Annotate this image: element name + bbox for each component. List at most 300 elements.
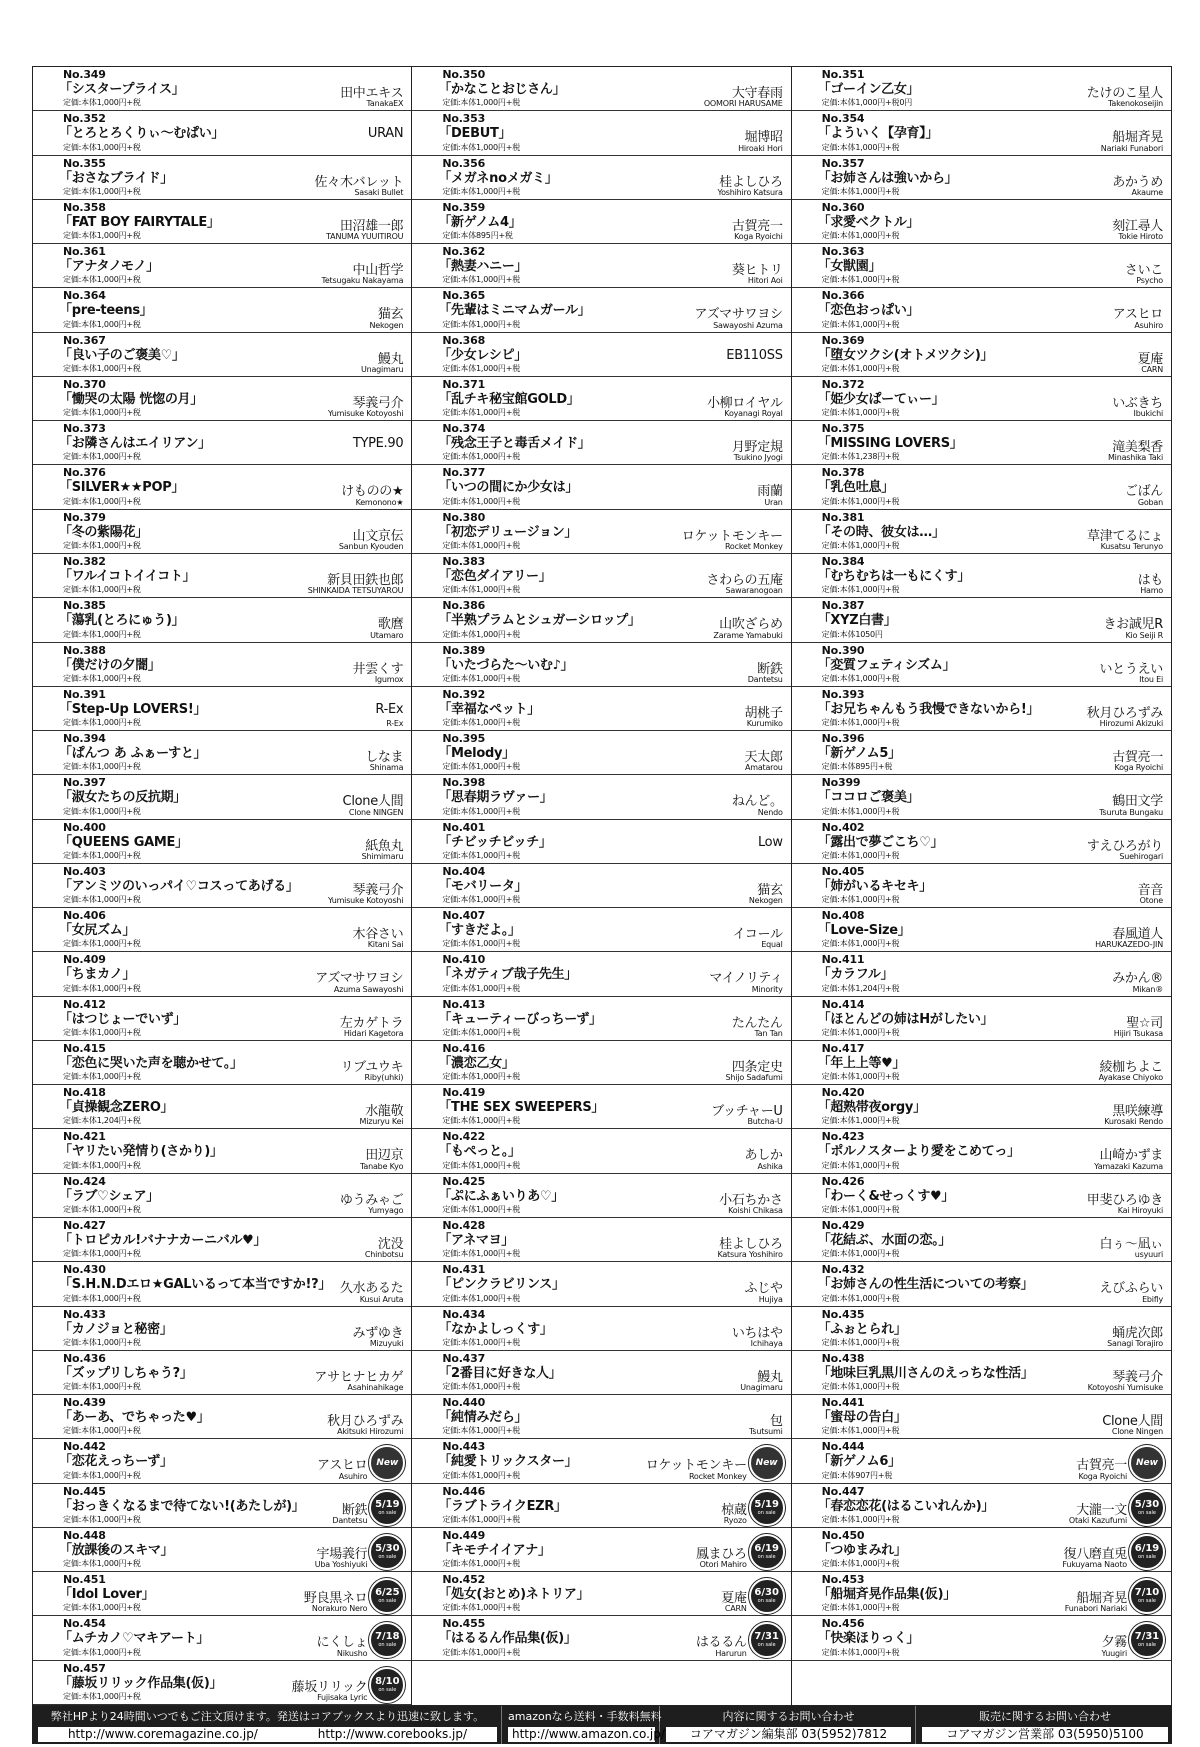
entry-title: 「おっきくなるまで待てない!(あたしが)」	[59, 1498, 305, 1514]
entry-author-romaji: Fujisaka Lyric	[317, 1693, 368, 1702]
entry-author-romaji: Kai Hiroyuki	[1117, 1206, 1163, 1216]
entry-number: No.402	[821, 820, 865, 834]
entry-price: 定価:本体1,000円+税	[63, 142, 141, 152]
entry-author: 山吹ざらめ	[719, 617, 783, 633]
entry-author: 綾枷ちよこ	[1099, 1059, 1163, 1075]
entry-author: EB110SS	[726, 347, 783, 363]
catalog-entry	[412, 1572, 790, 1616]
entry-author-romaji: Hirozumi Akizuki	[1099, 719, 1163, 729]
entry-price: 定価:本体1,000円+税	[63, 275, 141, 285]
entry-author: 宇場義行	[316, 1546, 368, 1562]
entry-author-romaji: Itou Ei	[1139, 674, 1163, 684]
entry-price: 定価:本体1,000円+税	[442, 496, 521, 506]
entry-title: 「冬の紫陽花」	[59, 524, 148, 540]
entry-author: 鶴田文学	[1112, 794, 1163, 810]
entry-price: 定価:本体1,000円+税	[821, 1249, 900, 1259]
entry-author: マイノリティ	[709, 971, 783, 987]
entry-author: 秋月ひろずみ	[1086, 705, 1163, 721]
entry-number: No.357	[821, 156, 865, 170]
catalog-entry	[412, 1528, 790, 1572]
entry-author: 黒咲練導	[1112, 1104, 1163, 1120]
entry-author-romaji: Minority	[751, 984, 783, 994]
catalog-entry	[33, 244, 411, 288]
entry-price: 定価:本体1,204円+税	[821, 983, 900, 993]
entry-number: No.455	[442, 1617, 486, 1631]
badge-on-sale: on sale	[378, 1509, 397, 1516]
release-date-badge	[1129, 1622, 1165, 1658]
entry-price: 定価:本体1,000円+税	[63, 186, 141, 196]
entry-author-romaji: Dantetsu	[332, 1515, 368, 1525]
entry-author: 田辺京	[365, 1148, 404, 1164]
entry-title: 「初恋デリュージョン」	[438, 524, 578, 540]
entry-number: No.396	[821, 732, 865, 746]
catalog-entry	[412, 200, 790, 244]
entry-title: 「熱妻ハニー」	[438, 259, 528, 275]
entry-number: No.437	[442, 1351, 486, 1365]
catalog-entry	[792, 1572, 1171, 1616]
entry-number: No.449	[442, 1528, 486, 1542]
entry-title: 「ネガティブ哉子先生」	[438, 967, 577, 983]
entry-price: 定価:本体1,000円+税	[821, 1205, 900, 1215]
entry-price: 定価:本体1,000円+税	[821, 540, 900, 550]
entry-number: No.354	[821, 112, 865, 126]
entry-price: 定価:本体1,000円+税	[63, 98, 141, 108]
entry-author: 左カゲトラ	[339, 1015, 404, 1031]
entry-title: 「その時、彼女は…」	[817, 524, 945, 540]
catalog-entry	[792, 1041, 1171, 1085]
entry-author: ロケットモンキー	[645, 1458, 747, 1474]
entry-price: 定価:本体1,000円+税	[821, 850, 900, 860]
entry-price: 定価:本体1,000円+税	[821, 895, 900, 905]
entry-number: No.410	[442, 953, 486, 967]
entry-author: 葵ヒトリ	[731, 263, 783, 279]
catalog-entry	[792, 598, 1171, 642]
entry-number: No.393	[821, 687, 865, 701]
entry-author-romaji: Rocket Monkey	[724, 541, 783, 551]
entry-author-romaji: Yumyago	[368, 1206, 404, 1216]
entry-author: 藤坂リリック	[291, 1679, 368, 1695]
entry-number: No.406	[63, 909, 106, 923]
entry-price: 定価:本体1,000円+税	[821, 673, 900, 683]
entry-author-romaji: Hiroaki Hori	[738, 143, 783, 153]
entry-title: 「モバリータ」	[438, 878, 528, 894]
entry-title: 「花結ぶ、水面の恋。」	[817, 1233, 952, 1249]
entry-author: みかん®	[1112, 971, 1163, 987]
entry-author-romaji: Unagimaru	[740, 1383, 783, 1393]
entry-number: No.361	[63, 245, 106, 259]
entry-author-romaji: Katsura Yoshihiro	[717, 1250, 783, 1260]
badge-text: 5/19	[754, 1498, 779, 1510]
catalog-entry	[792, 775, 1171, 819]
entry-title: 「蕩乳(とろにゅう)」	[59, 613, 185, 629]
entry-author-romaji: Otone	[1139, 896, 1163, 906]
entry-price: 定価:本体1,000円+税	[63, 1293, 141, 1303]
catalog-entry	[792, 1395, 1171, 1439]
entry-author: 鳳まひろ	[695, 1546, 747, 1562]
link-corebooks[interactable]: http://www.corebooks.jp/	[317, 1727, 468, 1741]
entry-author: 甲斐ひろゆき	[1086, 1192, 1163, 1208]
entry-title: 「先輩はミニマムガール」	[438, 303, 591, 319]
entry-author: Clone人間	[1102, 1414, 1163, 1430]
entry-author: 聖☆司	[1126, 1015, 1163, 1031]
entry-author-romaji: Kemonono★	[355, 497, 404, 507]
entry-price: 定価:本体1,000円+税	[63, 1514, 141, 1524]
entry-author: 蛹虎次郎	[1112, 1325, 1163, 1341]
catalog-entry	[792, 1307, 1171, 1351]
entry-author-romaji: Sanbun Kyouden	[338, 541, 404, 551]
footer-bar	[32, 1706, 1172, 1744]
entry-title: 「ちまカノ」	[59, 967, 136, 983]
entry-author-romaji: TANUMA YUUITIROU	[326, 232, 404, 242]
entry-title: 「チビッチビッチ」	[438, 834, 552, 850]
entry-number: No.417	[821, 1041, 865, 1055]
release-date-badge	[749, 1622, 785, 1658]
entry-title: 「pre-teens」	[59, 303, 153, 319]
entry-number: No.450	[821, 1528, 865, 1542]
entry-number: No.360	[821, 200, 865, 214]
entry-price: 定価:本体1,000円+税	[821, 1160, 900, 1170]
catalog-entry	[792, 554, 1171, 598]
entry-author: えびふらい	[1099, 1281, 1163, 1297]
catalog-entry	[33, 643, 411, 687]
entry-title: 「シスタープライス」	[59, 82, 185, 97]
catalog-entry	[33, 731, 411, 775]
entry-title: 「おさなブライド」	[59, 170, 173, 186]
entry-title: 「幸福なペット」	[438, 701, 540, 717]
entry-author: 琴義弓介	[1112, 1369, 1163, 1385]
entry-number: No.368	[442, 333, 486, 347]
catalog-entry	[792, 1439, 1171, 1483]
entry-author: 田中エキス	[340, 86, 404, 101]
entry-author: さわらの五庵	[706, 572, 783, 588]
entry-number: No.350	[442, 68, 486, 81]
entry-number: No.380	[442, 510, 486, 524]
badge-text: 6/19	[1134, 1542, 1160, 1554]
entry-number: No.414	[821, 997, 865, 1011]
entry-price: 定価:本体1,000円+税	[63, 673, 141, 683]
entry-author-romaji: Azuma Sawayoshi	[333, 984, 404, 994]
entry-price: 定価:本体1,000円+税	[442, 275, 521, 285]
entry-title: 「Idol Lover」	[59, 1587, 155, 1603]
entry-number: No.349	[63, 68, 106, 81]
entry-author: ブッチャーU	[711, 1104, 783, 1120]
entry-title: 「Love-Size」	[817, 923, 911, 939]
entry-price: 定価:本体1,000円+税	[63, 452, 141, 462]
entry-title: 「THE SEX SWEEPERS」	[438, 1100, 605, 1116]
entry-number: No.409	[63, 953, 106, 967]
entry-author: TYPE.90	[352, 436, 404, 452]
entry-author: 古賀亮一	[1076, 1458, 1127, 1474]
entry-author: いちはや	[731, 1325, 783, 1341]
entry-title: 「2番目に好きな人」	[438, 1365, 562, 1381]
entry-author: アスヒロ	[317, 1458, 368, 1474]
entry-author-romaji: Kusatsu Terunyo	[1100, 541, 1163, 551]
entry-number: No.400	[63, 820, 106, 834]
contact-sales-label: 販売に関するお問い合わせ	[979, 1710, 1111, 1723]
entry-number: No.387	[821, 599, 865, 613]
entry-author-romaji: R-Ex	[386, 719, 404, 729]
entry-price: 定価:本体1,000円+税	[442, 1116, 521, 1126]
badge-text: 5/19	[375, 1498, 400, 1510]
entry-title: 「メガネnoメガミ」	[438, 170, 558, 186]
entry-price: 定価:本体1,000円+税	[442, 363, 521, 373]
catalog-entry	[33, 67, 411, 111]
new-badge	[749, 1445, 785, 1481]
entry-number: No.362	[442, 245, 486, 259]
entry-author-romaji: Hijiri Tsukasa	[1113, 1028, 1163, 1038]
entry-title: 「半熟プラムとシュガーシロップ」	[438, 613, 641, 629]
entry-author: アズマサワヨシ	[315, 971, 404, 987]
entry-author-romaji: Nendo	[757, 807, 783, 817]
entry-number: No.366	[821, 289, 865, 303]
entry-author: 復八磨直兎	[1063, 1546, 1127, 1562]
entry-author-romaji: Hitori Aoi	[747, 276, 783, 286]
footer-contact-content	[660, 1706, 916, 1744]
entry-title: 「XYZ白書」	[817, 613, 897, 629]
entry-number: No.411	[821, 953, 865, 967]
entry-price: 定価:本体1,000円+税	[442, 1603, 521, 1613]
catalog-entry	[792, 333, 1171, 377]
entry-author-romaji: Fukuyama Naoto	[1062, 1560, 1127, 1570]
entry-price: 定価:本体1,000円+税	[442, 1559, 521, 1569]
entry-price: 定価:本体1,000円+税	[63, 1559, 141, 1569]
entry-author: 滝美梨香	[1112, 440, 1163, 456]
entry-author-romaji: Otori Mahiro	[699, 1560, 747, 1570]
catalog-entry	[792, 465, 1171, 509]
entry-price: 定価:本体1,000円+税	[821, 1382, 900, 1392]
catalog-entry	[412, 333, 790, 377]
catalog-entry	[792, 908, 1171, 952]
entry-title: 「年上上等♥」	[817, 1055, 906, 1071]
release-date-badge	[369, 1490, 405, 1526]
entry-title: 「ポルノスターより愛をこめてっ」	[817, 1144, 1020, 1160]
contact-content-box	[666, 1727, 911, 1742]
entry-number: No.412	[63, 997, 106, 1011]
badge-text: 8/10	[375, 1675, 400, 1687]
entry-price: 定価:本体1,000円+税	[442, 585, 521, 595]
entry-author: 井雲くす	[352, 661, 404, 677]
entry-price: 定価:本体1,000円+税	[821, 1426, 900, 1436]
entry-price: 定価:本体895円+税	[442, 231, 513, 241]
entry-title: 「貞操観念ZERO」	[59, 1100, 174, 1116]
entry-number: No.439	[63, 1396, 106, 1410]
entry-price: 定価:本体1,000円+税	[442, 983, 521, 993]
amazon-note: amazonなら送料・手数料無料	[508, 1710, 662, 1723]
entry-price: 定価:本体1,000円+税	[442, 98, 521, 108]
catalog-entry	[792, 244, 1171, 288]
entry-author: ふじや	[744, 1281, 783, 1297]
entry-number: No.383	[442, 554, 486, 568]
entry-author: Clone人間	[342, 794, 404, 810]
entry-author-romaji: Akaume	[1131, 187, 1163, 197]
catalog-sheet	[32, 66, 1172, 1706]
entry-title: 「乱チキ秘宝館GOLD」	[438, 391, 580, 407]
catalog-entry	[412, 864, 790, 908]
catalog-entry	[792, 421, 1171, 465]
entry-price: 定価:本体1,000円+税	[63, 363, 141, 373]
entry-title: 「いたづらた～いむ♪」	[438, 657, 574, 673]
entry-author-romaji: Ayakase Chiyoko	[1098, 1073, 1163, 1083]
entry-price: 定価:本体1,204円+税	[63, 1116, 141, 1126]
entry-author: あしか	[744, 1148, 783, 1164]
catalog-entry	[792, 1484, 1171, 1528]
catalog-entry	[412, 1174, 790, 1218]
catalog-entry	[33, 598, 411, 642]
entry-author: いとうえい	[1099, 661, 1163, 677]
entry-title: 「ラブ♡シェア」	[59, 1188, 159, 1204]
entry-author: 船堀斉晃	[1112, 130, 1163, 146]
entry-author-romaji: Norakuro Nero	[311, 1604, 368, 1614]
entry-author: 音音	[1137, 882, 1163, 898]
entry-price: 定価:本体1,000円+税	[63, 540, 141, 550]
entry-price: 定価:本体1,000円+税	[442, 1470, 521, 1480]
catalog-entry	[33, 952, 411, 996]
catalog-entry	[33, 333, 411, 377]
catalog-entry	[792, 952, 1171, 996]
catalog-entry	[792, 1174, 1171, 1218]
link-amazon[interactable]: http://www.amazon.co.jp/	[512, 1727, 665, 1741]
entry-author: しなま	[365, 750, 404, 766]
entry-number: No.367	[63, 333, 106, 347]
badge-text: 5/30	[1134, 1498, 1160, 1510]
entry-title: 「処女(おとめ)ネトリア」	[438, 1587, 590, 1603]
entry-price: 定価:本体1,000円+税	[821, 1337, 900, 1347]
footer-contact-sales	[916, 1706, 1172, 1744]
catalog-entry	[412, 820, 790, 864]
entry-author: 桂よしひろ	[719, 1237, 783, 1253]
entry-author: はるるん	[695, 1635, 747, 1651]
entry-author-romaji: Igumox	[374, 674, 404, 684]
entry-author-romaji: Koga Ryoichi	[1078, 1471, 1127, 1481]
entry-number: No.433	[63, 1307, 106, 1321]
footer-order	[32, 1706, 502, 1744]
entry-price: 定価:本体1,000円+税	[63, 1160, 141, 1170]
catalog-entry	[33, 421, 411, 465]
entry-title: 「少女レシピ」	[438, 347, 527, 363]
catalog-entry	[33, 820, 411, 864]
entry-price: 定価:本体1,000円+税	[63, 629, 141, 639]
entry-author: 草津てるにょ	[1087, 528, 1163, 544]
entry-price: 定価:本体1,000円+税	[821, 408, 900, 418]
entry-number: No.447	[821, 1484, 865, 1498]
badge-on-sale: on sale	[757, 1509, 776, 1516]
badge-text: 6/19	[754, 1542, 779, 1554]
entry-author: はも	[1137, 572, 1163, 588]
entry-title: 「濃恋乙女」	[438, 1055, 515, 1071]
entry-title: 「恋色ダイアリー」	[438, 568, 552, 584]
entry-title: 「アンミツのいっパイ♡コスってあげる」	[59, 878, 299, 894]
catalog-entry	[792, 67, 1171, 111]
entry-price: 定価:本体1,000円+税	[821, 585, 900, 595]
link-coremagazine[interactable]: http://www.coremagazine.co.jp/	[67, 1727, 258, 1741]
entry-price: 定価:本体1,000円+税	[442, 408, 521, 418]
entry-number: No.408	[821, 909, 865, 923]
entry-title: 「淑女たちの反抗期」	[59, 790, 187, 806]
catalog-entry	[33, 1528, 411, 1572]
entry-number: No.381	[821, 510, 865, 524]
entry-author-romaji: OOMORI HARUSAME	[703, 99, 783, 109]
entry-price: 定価:本体1,000円+税	[442, 939, 521, 949]
entry-author: 大守春雨	[731, 86, 783, 101]
catalog-entry	[792, 200, 1171, 244]
entry-author: 夏庵	[721, 1591, 747, 1607]
entry-price: 定価:本体1,000円+税	[442, 452, 521, 462]
entry-author-romaji: Utamaro	[370, 630, 404, 640]
entry-author: 船堀斉晃	[1076, 1591, 1127, 1607]
entry-title: 「新ゲノム4」	[438, 214, 522, 230]
catalog-entry	[33, 864, 411, 908]
entry-author: 野良黒ネロ	[303, 1591, 368, 1607]
entry-author: Low	[757, 834, 783, 850]
entry-author: R-Ex	[375, 701, 404, 717]
entry-number: No.371	[442, 377, 486, 391]
entry-price: 定価:本体1,000円+税	[821, 142, 900, 152]
catalog-entry	[33, 1572, 411, 1616]
catalog-entry	[33, 997, 411, 1041]
entry-title: 「ゴーイン乙女」	[817, 82, 920, 97]
entry-author: 天太郎	[744, 750, 783, 766]
entry-author-romaji: Tsukino Jyogi	[733, 453, 783, 463]
entry-title: 「船堀斉晃作品集(仮)」	[817, 1587, 956, 1603]
entry-author: 夕霧	[1101, 1635, 1127, 1651]
entry-price: 定価:本体1,000円+税	[821, 275, 900, 285]
catalog-entry	[33, 1129, 411, 1173]
entry-title: 「SILVER★★POP」	[59, 480, 185, 496]
entry-author: アズマサワヨシ	[694, 307, 783, 323]
entry-number: No.403	[63, 864, 106, 878]
entry-price: 定価:本体1,000円+税	[821, 363, 900, 373]
entry-number: No.404	[442, 864, 486, 878]
entry-price: 定価:本体1,000円+税	[63, 983, 141, 993]
catalog-entry	[412, 67, 790, 111]
entry-title: 「ピンクラビリンス」	[438, 1277, 565, 1293]
entry-author-romaji: Uran	[764, 497, 783, 507]
badge-on-sale: on sale	[1138, 1509, 1156, 1516]
entry-price: 定価:本体1,000円+税	[442, 1514, 521, 1524]
entry-author: 月野定規	[731, 440, 783, 456]
catalog-entry	[412, 156, 790, 200]
catalog-entry	[412, 111, 790, 155]
empty-cell	[792, 1661, 1171, 1705]
entry-price: 定価:本体1,000円+税	[442, 718, 521, 728]
catalog-entry	[792, 687, 1171, 731]
entry-number: No.424	[63, 1174, 106, 1188]
entry-author-romaji: Takenokoseijin	[1108, 99, 1163, 109]
entry-title: 「S.H.N.Dエロ★GALいるって本当ですか!?」	[59, 1277, 332, 1293]
entry-author: 鰻丸	[757, 1369, 783, 1385]
catalog-entry	[33, 1085, 411, 1129]
catalog-entry	[33, 908, 411, 952]
entry-price: 定価:本体1,000円+税	[442, 1160, 521, 1170]
entry-author: 紙魚丸	[365, 838, 404, 854]
entry-price: 定価:本体907円+税	[821, 1470, 893, 1480]
entry-author-romaji: Kotoyoshi Yumisuke	[1087, 1383, 1163, 1393]
entry-number: No.430	[63, 1263, 106, 1277]
entry-author-romaji: Nekogen	[369, 320, 404, 330]
entry-author: 刻江尋人	[1112, 218, 1163, 234]
badge-on-sale: on sale	[1138, 1642, 1156, 1649]
entry-author: さいこ	[1124, 263, 1163, 279]
entry-number: No.374	[442, 422, 486, 436]
entry-price: 定価:本体1,000円+税	[63, 231, 141, 241]
badge-text: New	[755, 1457, 778, 1468]
entry-price: 定価:本体1,000円+税	[442, 1426, 521, 1436]
entry-author-romaji: Tan Tan	[754, 1028, 783, 1038]
entry-price: 定価:本体1,000円+税	[442, 1382, 521, 1392]
entry-author-romaji: Koishi Chikasa	[728, 1206, 783, 1216]
entry-price: 定価:本体1,000円+税	[442, 1647, 521, 1657]
entry-author: 雨蘭	[757, 484, 783, 500]
